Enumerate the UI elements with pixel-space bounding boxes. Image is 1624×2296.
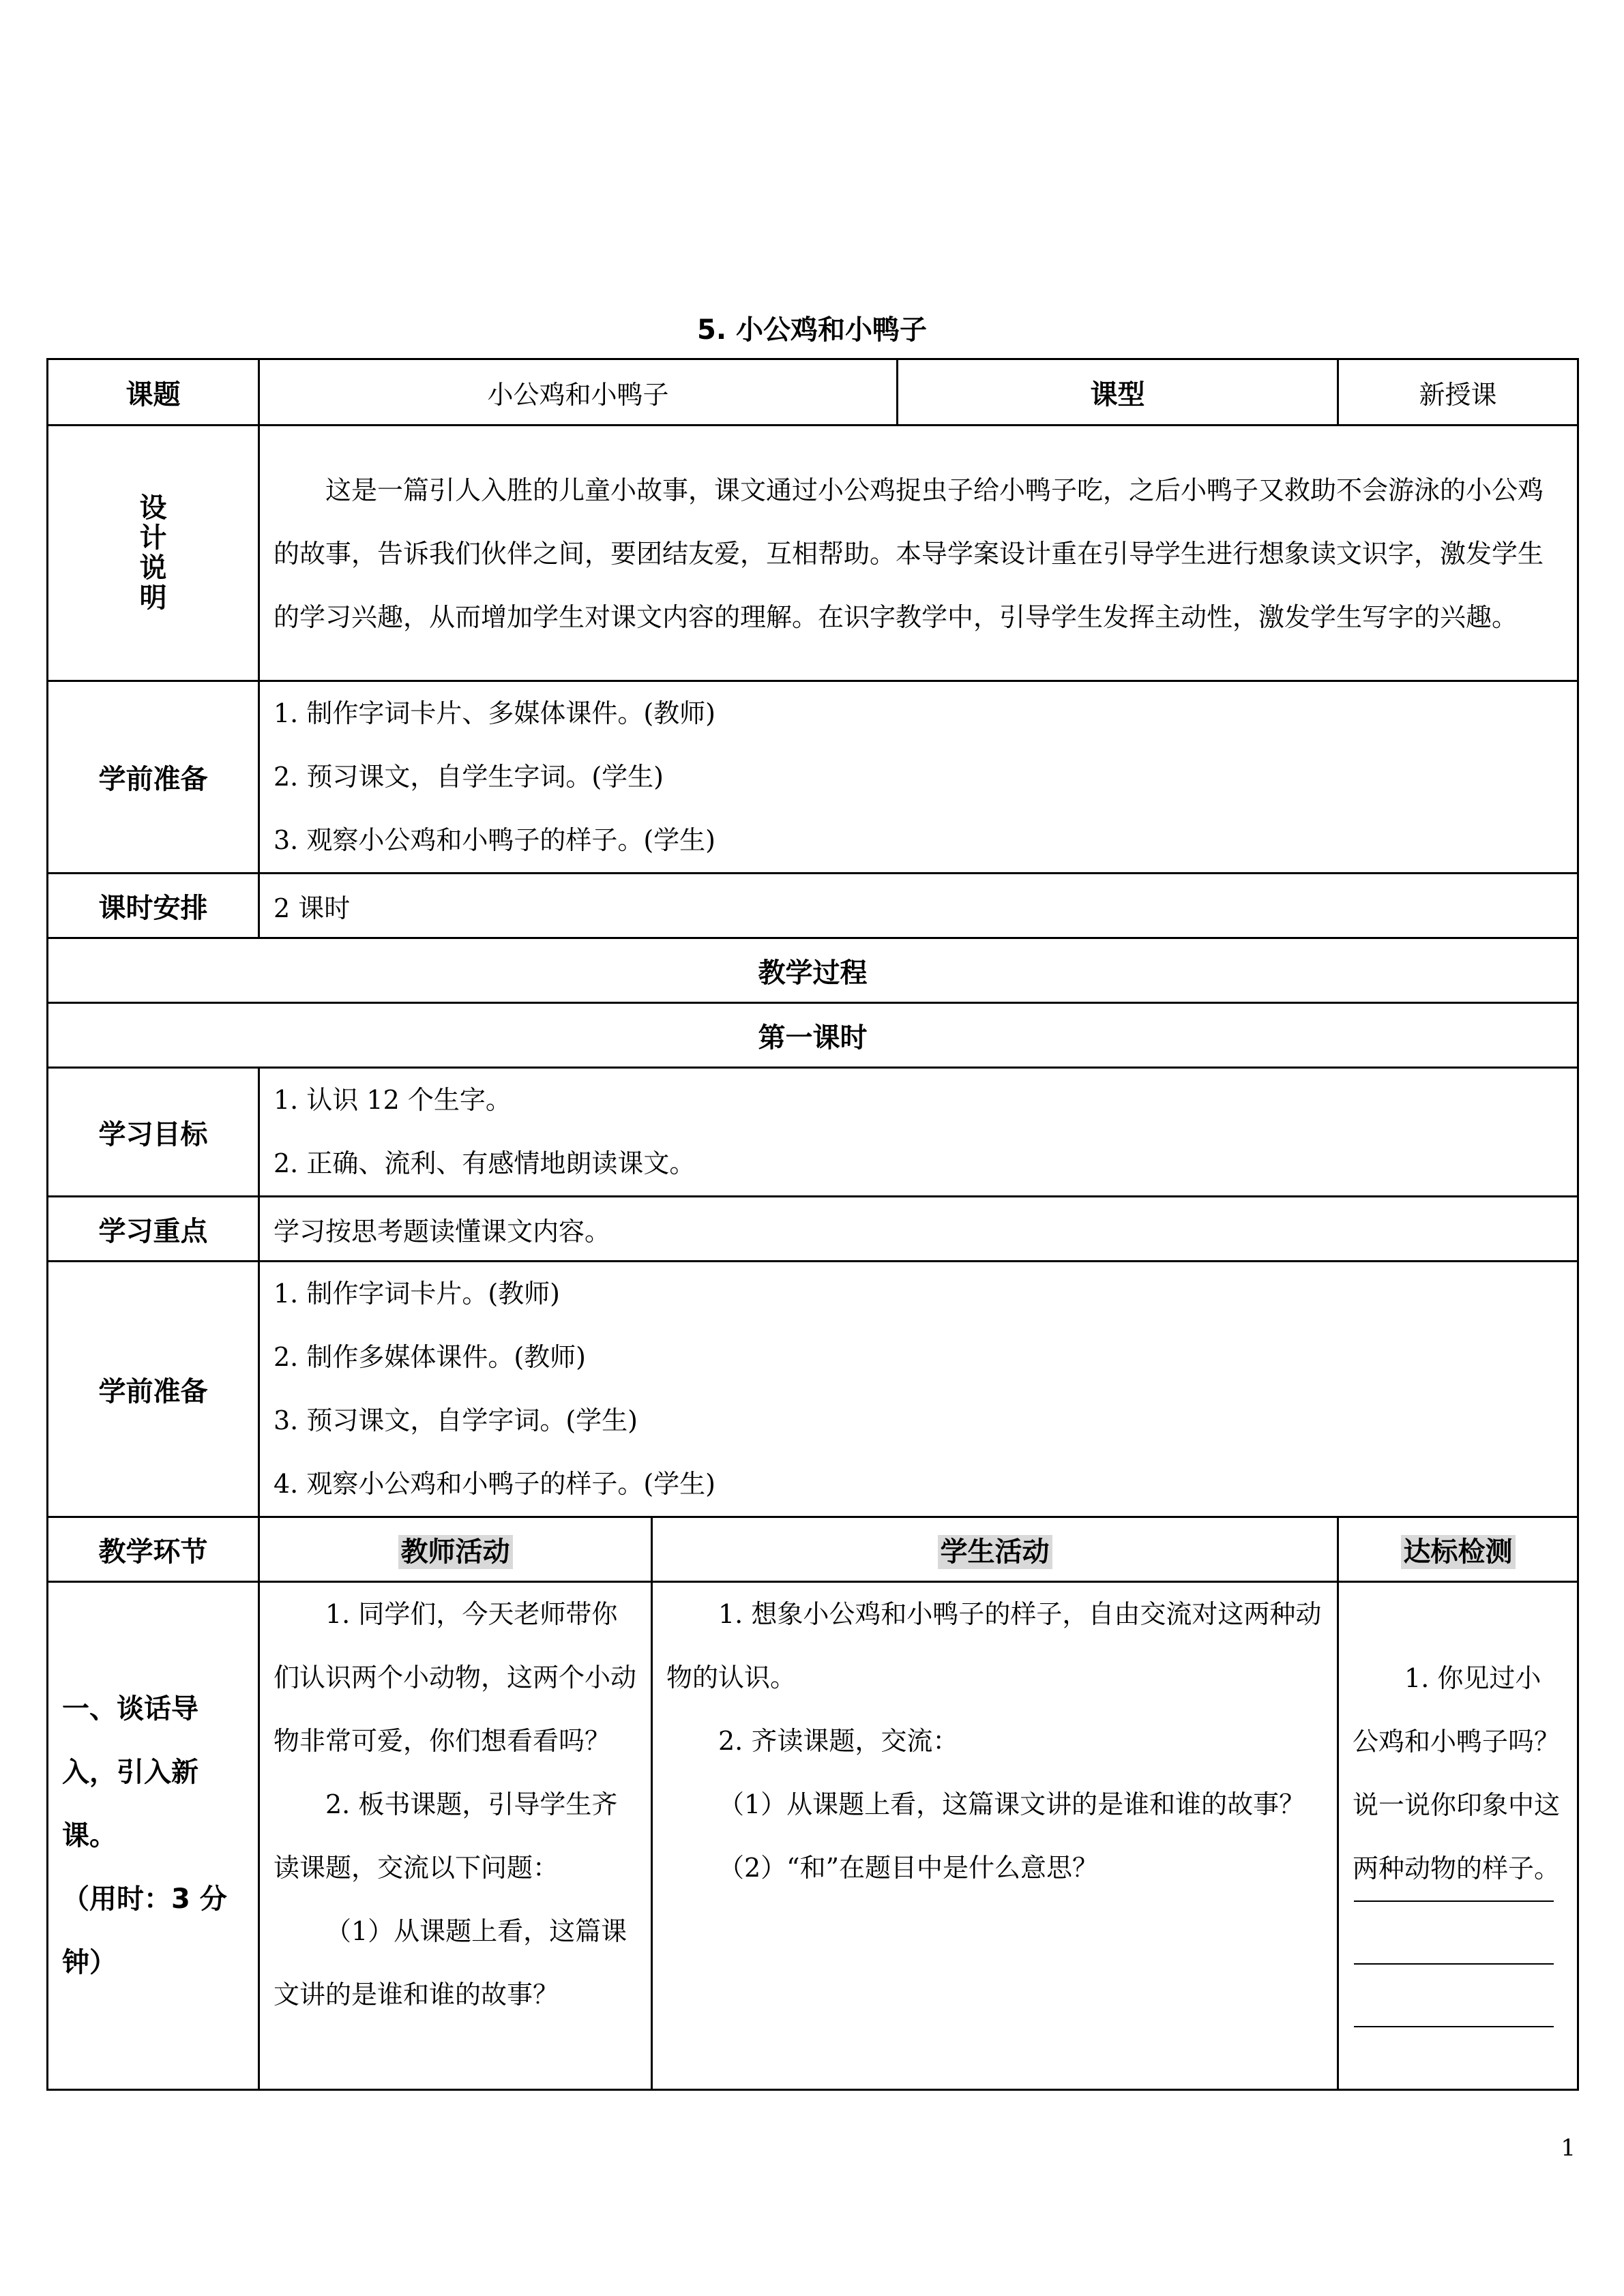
design-note-row bbox=[48, 426, 1578, 681]
design-note-text: 这是一篇引人入胜的儿童小故事，课文通过小公鸡捉虫子给小鸭子吃，之后小鸭子又救助不会游泳的小公鸡的故事，告诉我们伙伴之间，要团结友爱，互相帮助。本导学案设计重在引导学生进行想象读文识字，激发学生的学习兴趣，从而增加学生对课文内容的理解。在识字教学中，引导学生发挥主动性，激发学生写字的兴趣。 bbox=[274, 475, 1544, 632]
focus-label: 学习重点 bbox=[48, 1197, 259, 1262]
section1-time: （用时：3 分钟） bbox=[62, 1883, 227, 1978]
answer-line[interactable] bbox=[1354, 1963, 1554, 1965]
section1-student-cell bbox=[652, 1582, 1338, 2090]
section1-stage: 一、谈话导入，引入新课。 bbox=[62, 1693, 198, 1851]
type-label: 课型 bbox=[898, 359, 1338, 426]
prep1-item: 3. 观察小公鸡和小鸭子的样子。(学生) bbox=[274, 825, 715, 855]
lesson-heading-row bbox=[48, 1003, 1578, 1068]
prep1-label: 学前准备 bbox=[48, 681, 259, 874]
focus-value: 学习按思考题读懂课文内容。 bbox=[259, 1197, 1578, 1262]
prep2-row bbox=[48, 1262, 1578, 1517]
activity-header-row bbox=[48, 1517, 1578, 1582]
document-title: 5. 小公鸡和小鸭子 bbox=[697, 314, 927, 346]
topic-value: 小公鸡和小鸭子 bbox=[259, 359, 898, 426]
prep1-item: 1. 制作字词卡片、多媒体课件。(教师) bbox=[274, 698, 715, 728]
section1-teacher-cell bbox=[259, 1582, 652, 2090]
prep1-row bbox=[48, 681, 1578, 874]
teacher-activity-item: （1）从课题上看，这篇课文讲的是谁和谁的故事？ bbox=[274, 1916, 628, 2010]
type-value: 新授课 bbox=[1338, 359, 1578, 426]
teacher-activity-item: 2. 板书课题，引导学生齐读课题，交流以下问题： bbox=[274, 1789, 618, 1883]
goals-label: 学习目标 bbox=[48, 1068, 259, 1197]
topic-label: 课题 bbox=[48, 359, 259, 426]
prep1-item: 2. 预习课文，自学生字词。(学生) bbox=[274, 762, 664, 792]
process-heading-row bbox=[48, 938, 1578, 1003]
design-note-label-cell bbox=[48, 426, 259, 681]
teacher-activity-item: 1. 同学们，今天老师带你们认识两个小动物，这两个小动物非常可爱，你们想看看吗？ bbox=[274, 1599, 637, 1756]
goal-item: 1. 认识 12 个生字。 bbox=[274, 1085, 512, 1115]
stage-header: 教学环节 bbox=[48, 1517, 259, 1582]
page-number: 1 bbox=[1561, 2134, 1576, 2162]
teacher-activity-header: 教师活动 bbox=[398, 1535, 513, 1569]
lesson-heading: 第一课时 bbox=[48, 1003, 1578, 1068]
goals-row bbox=[48, 1068, 1578, 1197]
answer-line[interactable] bbox=[1354, 1900, 1554, 1902]
prep2-label: 学前准备 bbox=[48, 1262, 259, 1517]
section1-stage-cell bbox=[48, 1582, 259, 2090]
student-activity-item: 2. 齐读课题，交流： bbox=[718, 1726, 959, 1756]
goal-item: 2. 正确、流利、有感情地朗读课文。 bbox=[274, 1148, 696, 1178]
prep2-item: 4. 观察小公鸡和小鸭子的样子。(学生) bbox=[274, 1469, 715, 1499]
student-activity-item: （2）“和”在题目中是什么意思？ bbox=[718, 1853, 1099, 1883]
focus-row bbox=[48, 1197, 1578, 1262]
process-heading: 教学过程 bbox=[48, 938, 1578, 1003]
schedule-label: 课时安排 bbox=[48, 874, 259, 938]
lesson-plan-table bbox=[46, 358, 1579, 2091]
section1-check-cell bbox=[1338, 1582, 1578, 2090]
design-note-label: 设计说明 bbox=[139, 492, 167, 614]
topic-row bbox=[48, 359, 1578, 426]
student-activity-item: （1）从课题上看，这篇课文讲的是谁和谁的故事？ bbox=[718, 1789, 1305, 1819]
prep2-item: 3. 预习课文，自学字词。(学生) bbox=[274, 1405, 638, 1435]
answer-line[interactable] bbox=[1354, 2026, 1554, 2027]
student-activity-item: 1. 想象小公鸡和小鸭子的样子，自由交流对这两种动物的认识。 bbox=[666, 1599, 1322, 1693]
section1-row bbox=[48, 1582, 1578, 2090]
schedule-value: 2 课时 bbox=[259, 874, 1578, 938]
prep2-item: 2. 制作多媒体课件。(教师) bbox=[274, 1342, 586, 1372]
schedule-row bbox=[48, 874, 1578, 938]
prep2-item: 1. 制作字词卡片。(教师) bbox=[274, 1279, 560, 1309]
student-activity-header: 学生活动 bbox=[938, 1535, 1052, 1569]
check-header: 达标检测 bbox=[1401, 1535, 1516, 1569]
check-question: 1. 你见过小公鸡和小鸭子吗？说一说你印象中这两种动物的样子。 bbox=[1353, 1663, 1561, 1883]
